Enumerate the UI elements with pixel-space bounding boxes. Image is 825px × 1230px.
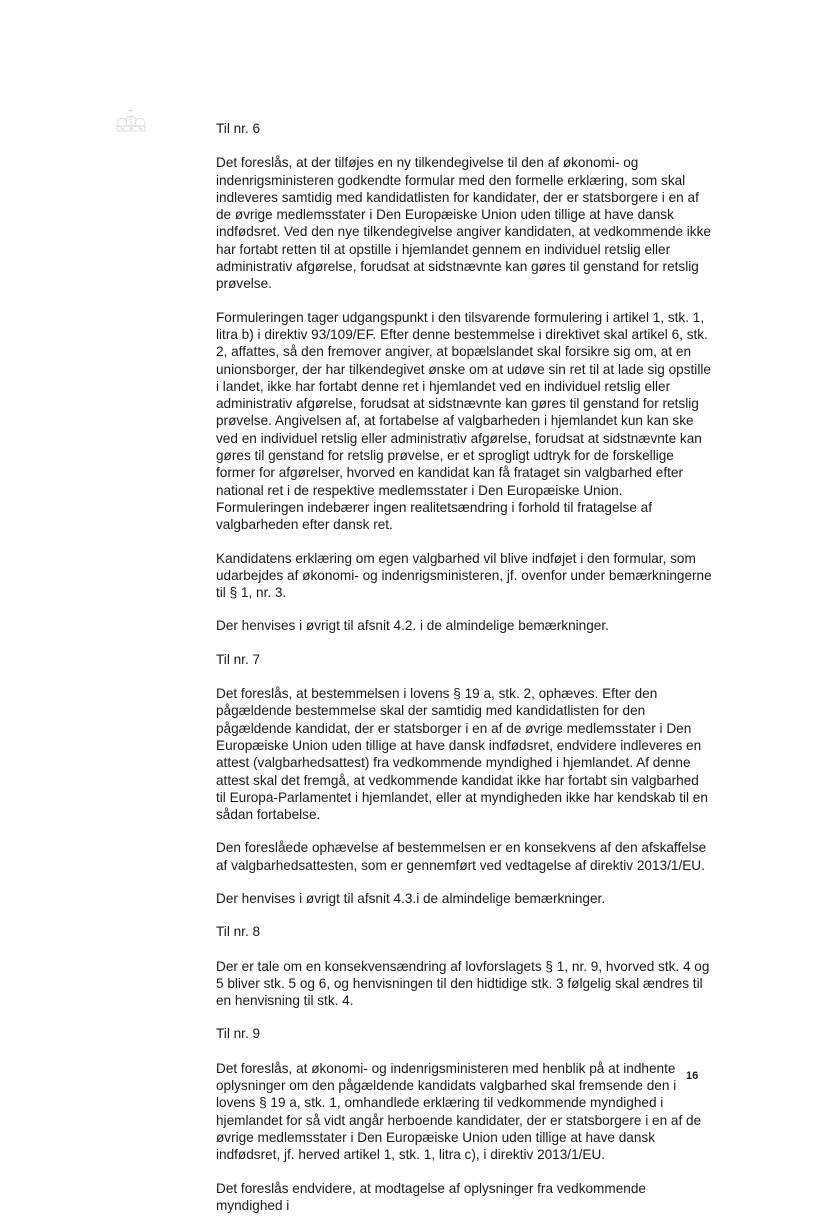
section-heading: Til nr. 9: [216, 1026, 261, 1042]
body-paragraph: Det foreslås endvidere, at modtagelse af oplysninger fra vedkommende myndighed i: [216, 1180, 646, 1213]
body-paragraph: Der henvises i øvrigt til afsnit 4.3.i de almindelige bemærkninger.: [216, 890, 606, 906]
body-paragraph: Den foreslåede ophævelse af bestemmelsen er en konsekvens af den afskaffelse af valgbarhedsattesten, som er gennemført ved vedtagelse af direktiv 2013/1/EU.: [216, 840, 707, 873]
body-paragraph: Kandidatens erklæring om egen valgbarhed vil blive indføjet i den formular, som udarbejdes af økonomi- og indenrigsministeren, jf. ovenfor under bemærkningerne til § 1, nr. 3.: [216, 550, 712, 601]
body-paragraph: Formuleringen tager udgangspunkt i den tilsvarende formulering i artikel 1, stk. 1, litra b) i direktiv 93/109/EF. Efter denne bestemmelse i direktivet skal artikel 6, stk. 2, affattes, så den fremover angiver, at bopælslandet skal forsikre sig om, at en unionsborger, der har tilkendegivet ønske om at udøve sin ret til at lade sig opstille i landet, ikke har fortabt denne ret i hjemlandet ved en individuel retslig eller administrativ afgørelse, forudsat at sidstnævnte kan gøres til genstand for retslig prøvelse. Angivelsen af, at fortabelse af valgbarheden i hjemlandet kun kan ske ved en individuel retslig eller administrativ afgørelse, forudsat at sidstnævnte kan gøres til genstand for retslig prøvelse, er et sprogligt udtryk for de forskellige former for afgørelser, hvorved en kandidat kan få frataget sin valgbarhed efter national ret i de respektive medlemsstater i Den Europæiske Union. Formuleringen indebærer ingen realitetsændring i forhold til fratagelse af valgbarheden efter dansk ret.: [216, 309, 711, 533]
section-heading: Til nr. 7: [216, 651, 261, 667]
body-paragraph: Der er tale om en konsekvensændring af lovforslagets § 1, nr. 9, hvorved stk. 4 og 5 bliver stk. 5 og 6, og henvisningen til den hidtidige stk. 3 følgelig skal ændres til en henvisning til stk. 4.: [216, 958, 710, 1009]
body-paragraph: Det foreslås, at økonomi- og indenrigsministeren med henblik på at indhente oplysninger om den pågældende kandidats valgbarhed skal fremsende den i lovens § 19 a, stk. 1, omhandlede erklæring til vedkommende myndighed i hjemlandet for så vidt angår herboende kandidater, der er statsborgere i en af de øvrige medlemsstater i Den Europæiske Union uden tillige at have dansk indfødsret, jf. herved artikel 1, stk. 1, litra c), i direktiv 2013/1/EU.: [216, 1060, 702, 1163]
crown-logo-icon: [112, 106, 150, 136]
page-number: 16: [686, 1070, 699, 1082]
section-heading: Til nr. 8: [216, 924, 261, 940]
document-body: [216, 120, 712, 1230]
body-paragraph: Det foreslås, at bestemmelsen i lovens § 19 a, stk. 2, ophæves. Efter den pågældende bestemmelse skal der samtidig med kandidatlisten for den pågældende kandidat, der er statsborger i en af de øvrige medlemsstater i Den Europæiske Union uden tillige at have dansk indfødsret, endvidere indleveres en attest (valgbarhedsattest) fra vedkommende myndighed i hjemlandet. Af denne attest skal det fremgå, at vedkommende kandidat ikke har fortabt sin valgbarhed til Europa-Parlamentet i hjemlandet, eller at myndigheden ikke har kendskab til en sådan fortabelse.: [216, 686, 708, 823]
section-heading: Til nr. 6: [216, 121, 261, 136]
body-paragraph: Det foreslås, at der tilføjes en ny tilkendegivelse til den af økonomi- og indenrigsministeren godkendte formular med den formelle erklæring, som skal indleveres samtidig med kandidatlisten for kandidater, der er statsborgere i en af de øvrige medlemsstater i Den Europæiske Union uden tillige at have dansk indfødsret. Ved den nye tilkendegivelse angiver kandidaten, at vedkommende ikke har fortabt retten til at opstille i hjemlandet gennem en individuel retslig eller administrativ afgørelse, forudsat at sidstnævnte kan gøres til genstand for retslig prøvelse.: [216, 155, 711, 292]
body-paragraph: Der henvises i øvrigt til afsnit 4.2. i de almindelige bemærkninger.: [216, 618, 609, 634]
